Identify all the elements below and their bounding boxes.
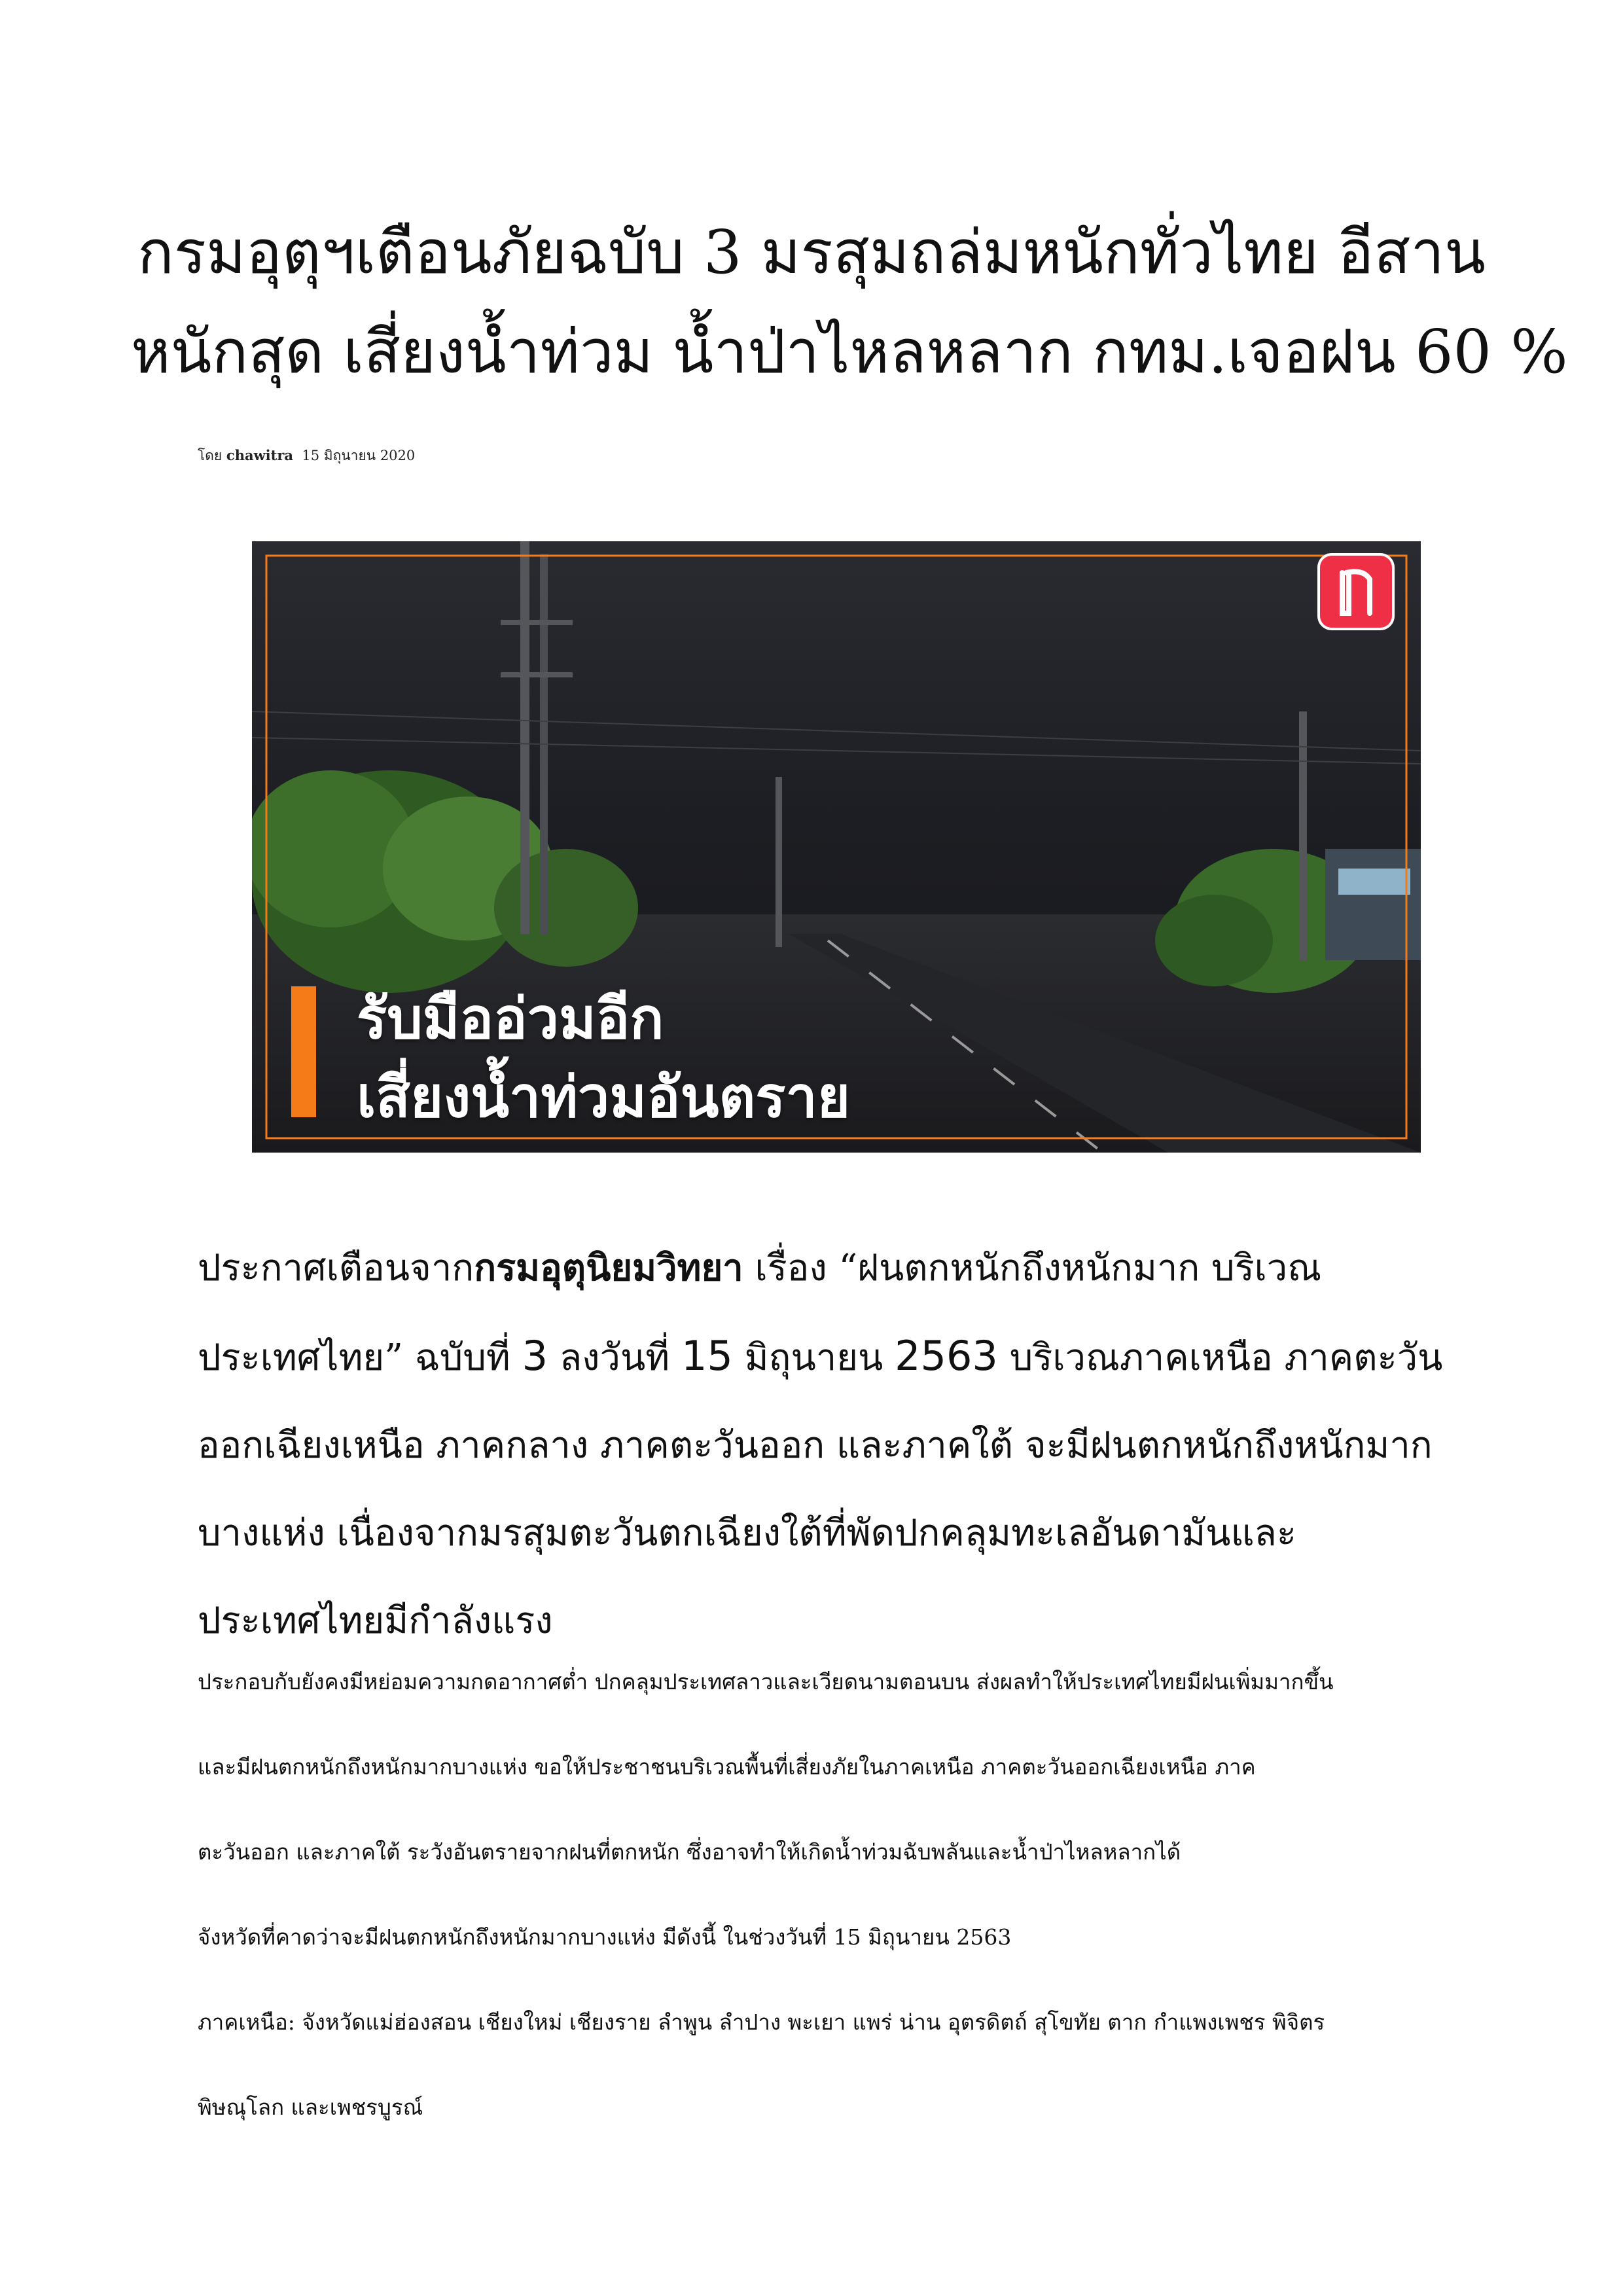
byline-prefix: โดย [198,448,223,463]
lead-part-4: มิถุนายน [732,1336,895,1379]
body-line-4: จังหวัดที่คาดว่าจะมีฝนตกหนักถึงหนักมากบางแห่ง มีดังนี้ ในช่วงวันที่ 15 มิถุนายน 2563 [198,1924,1012,1950]
publish-date: 15 มิถุนายน 2020 [302,448,416,463]
hero-image [252,541,1421,1153]
author-link[interactable]: chawitra [226,447,294,463]
body-line-5: ภาคเหนือ: จังหวัดแม่ฮ่องสอน เชียงใหม่ เชียงราย ลำพูน ลำปาง พะเยา แพร่ น่าน อุตรดิตถ์ สุโขทัย ตาก กำแพงเพชร พิจิตร [198,2009,1325,2035]
caption-line-1: รับมืออ่วมอีก [357,986,664,1052]
body-text [198,1640,1480,2150]
body-line-6: พิษณุโลก และเพชรบูรณ์ [198,2094,423,2120]
brand-logo-glyph [1317,553,1395,630]
byline [198,445,415,467]
lead-issue-no: 3 [522,1332,548,1380]
brand-logo-icon [1317,553,1395,630]
lead-year: 2563 [895,1332,998,1380]
lead-part-2: เรื่อง “ฝนตกหนักถึงหนักมาก บริเวณประเทศไทย” ฉบับที่ [198,1247,1322,1379]
title-line-1: กรมอุตุฯเตือนภัยฉบับ 3 มรสุมถล่มหนักทั่วไทย อีสาน [137,217,1486,287]
body-line-2: และมีฝนตกหนักถึงหนักมากบางแห่ง ขอให้ประชาชนบริเวณพื้นที่เสี่ยงภัยในภาคเหนือ ภาคตะวันออกเฉียงเหนือ ภาค [198,1754,1256,1780]
body-line-1: ประกอบกับยังคงมีหย่อมความกดอากาศต่ำ ปกคลุมประเทศลาวและเวียดนามตอนบน ส่งผลทำให้ประเทศไทยมีฝนเพิ่มมากขึ้น [198,1669,1334,1695]
lead-part-3: ลงวันที่ [548,1336,681,1379]
caption-line-2: เสี่ยงน้ำท่วมอันตราย [357,1065,851,1130]
caption-accent-bar [291,986,316,1117]
lead-paragraph [198,1224,1461,1665]
lead-org: กรมอุตุนิยมวิทยา [474,1246,743,1289]
title-line-2: หนักสุด เสี่ยงน้ำท่วม น้ำป่าไหลหลาก กทม.เจอฝน 60 % [131,317,1568,387]
lead-day: 15 [681,1332,733,1380]
article-title [131,203,1568,402]
body-line-3: ตะวันออก และภาคใต้ ระวังอันตรายจากฝนที่ตกหนัก ซึ่งอาจทำให้เกิดน้ำท่วมฉับพลันและน้ำป่าไหลหลากได้ [198,1839,1181,1865]
lead-part-5: บริเวณภาคเหนือ ภาคตะวันออกเฉียงเหนือ ภาคกลาง ภาคตะวันออก และภาคใต้ จะมีฝนตกหนักถึงหนักมากบางแห่ง เนื่องจากมรสุมตะวันตกเฉียงใต้ที่พัดปกคลุมทะเลอันดามันและประเทศไทยมีกำลังแรง [198,1336,1443,1642]
lead-part-1: ประกาศเตือนจาก [198,1247,474,1289]
